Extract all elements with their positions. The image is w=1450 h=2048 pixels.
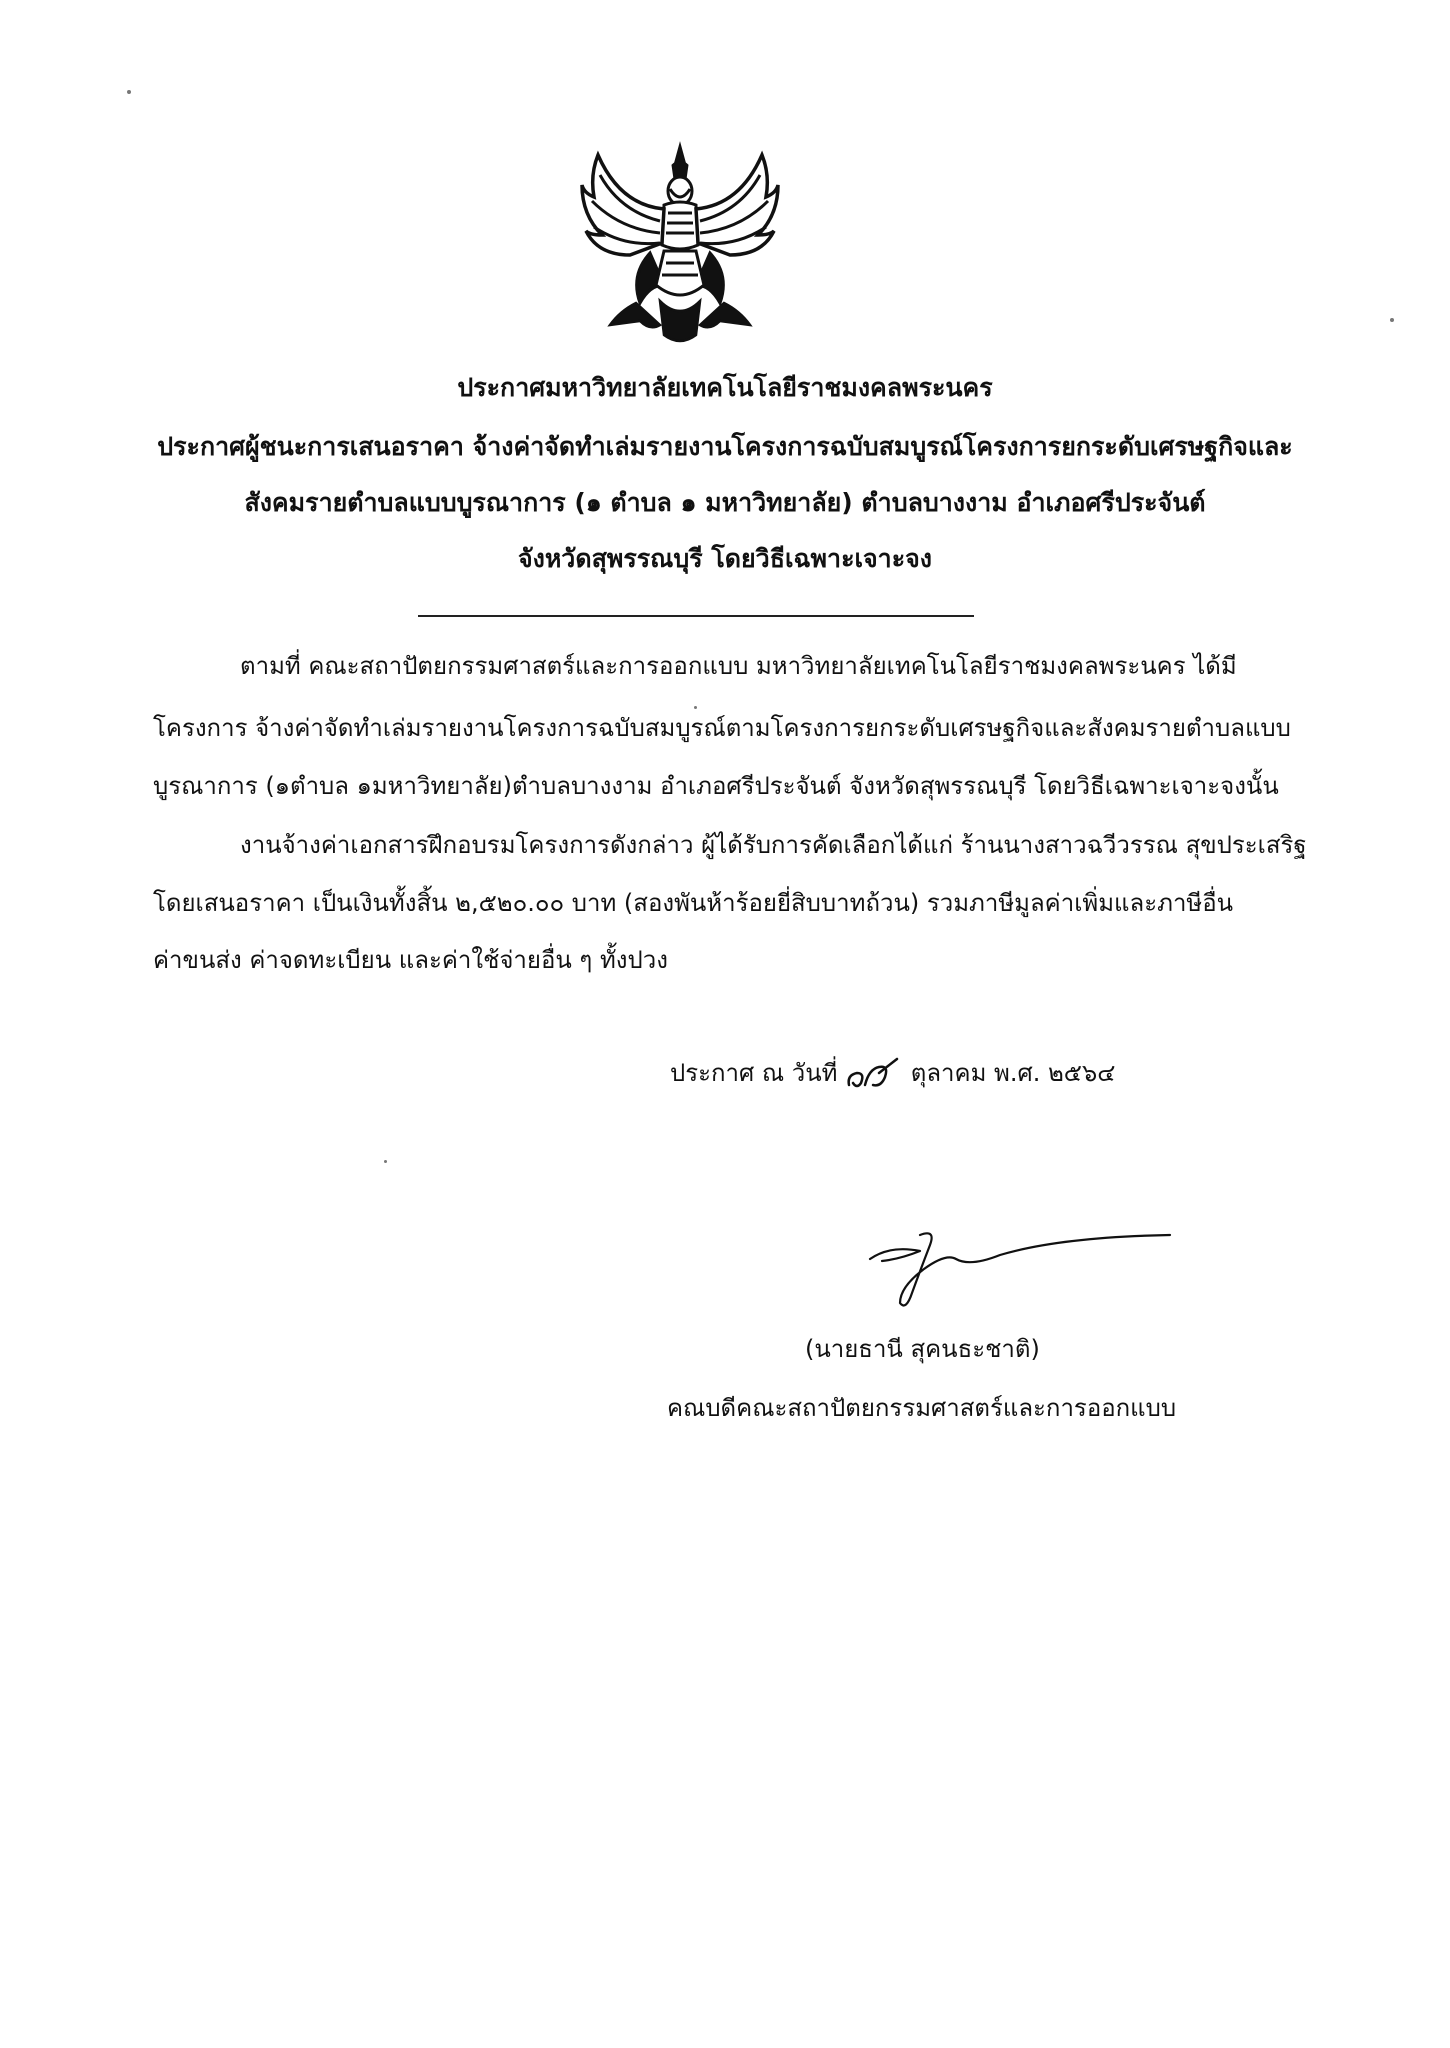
body-paragraph-2-line-1: งานจ้างค่าเอกสารฝึกอบรมโครงการดังกล่าว ผู้ได้รับการคัดเลือกได้แก่ ร้านนางสาวฉวีวรรณ สุขประเสริฐ [240, 831, 1307, 859]
announcement-subject-line-3: จังหวัดสุพรรณบุรี โดยวิธีเฉพาะเจาะจง [517, 544, 933, 573]
signer-name: (นายธานี สุคนธะชาติ) [805, 1335, 1040, 1363]
announcement-date [670, 1055, 1115, 1093]
body-paragraph-1-line-1: ตามที่ คณะสถาปัตยกรรมศาสตร์และการออกแบบ มหาวิทยาลัยเทคโนโลยีราชมงคลพระนคร ได้มี [240, 652, 1237, 680]
announcement-title: ประกาศมหาวิทยาลัยเทคโนโลยีราชมงคลพระนคร [457, 373, 993, 402]
date-prefix: ประกาศ ณ วันที่ [670, 1059, 838, 1087]
signature-image [860, 1215, 1180, 1325]
body-paragraph-2-line-2: โดยเสนอราคา เป็นเงินทั้งสิ้น ๒,๕๒๐.๐๐ บาท (สองพันห้าร้อยยี่สิบบาทถ้วน) รวมภาษีมูลค่าเพิ่มและภาษีอื่น [153, 889, 1234, 917]
garuda-emblem-icon [580, 135, 780, 350]
body-paragraph-1-line-3: บูรณาการ (๑ตำบล ๑มหาวิทยาลัย)ตำบลบางงาม อำเภอศรีประจันต์ จังหวัดสุพรรณบุรี โดยวิธีเฉพาะเจาะจงนั้น [153, 772, 1279, 800]
scan-speck [127, 90, 131, 94]
announcement-subject-line-1: ประกาศผู้ชนะการเสนอราคา จ้างค่าจัดทำเล่มรายงานโครงการฉบับสมบูรณ์โครงการยกระดับเศรษฐกิจและ [157, 432, 1293, 461]
body-paragraph-2-line-3: ค่าขนส่ง ค่าจดทะเบียน และค่าใช้จ่ายอื่น ๆ ทั้งปวง [153, 946, 668, 974]
heading-separator [418, 615, 974, 617]
scan-speck [694, 706, 697, 709]
body-paragraph-1-line-2: โครงการ จ้างค่าจัดทำเล่มรายงานโครงการฉบับสมบูรณ์ตามโครงการยกระดับเศรษฐกิจและสังคมรายตำบลแบบ [153, 714, 1291, 742]
announcement-subject-line-2: สังคมรายตำบลแบบบูรณาการ (๑ ตำบล ๑ มหาวิทยาลัย) ตำบลบางงาม อำเภอศรีประจันต์ [244, 488, 1206, 517]
scan-speck [384, 1160, 387, 1163]
handwritten-day [845, 1055, 903, 1093]
date-suffix: ตุลาคม พ.ศ. ๒๕๖๔ [910, 1059, 1116, 1087]
signer-position: คณบดีคณะสถาปัตยกรรมศาสตร์และการออกแบบ [667, 1394, 1177, 1422]
scan-speck [1390, 318, 1394, 322]
